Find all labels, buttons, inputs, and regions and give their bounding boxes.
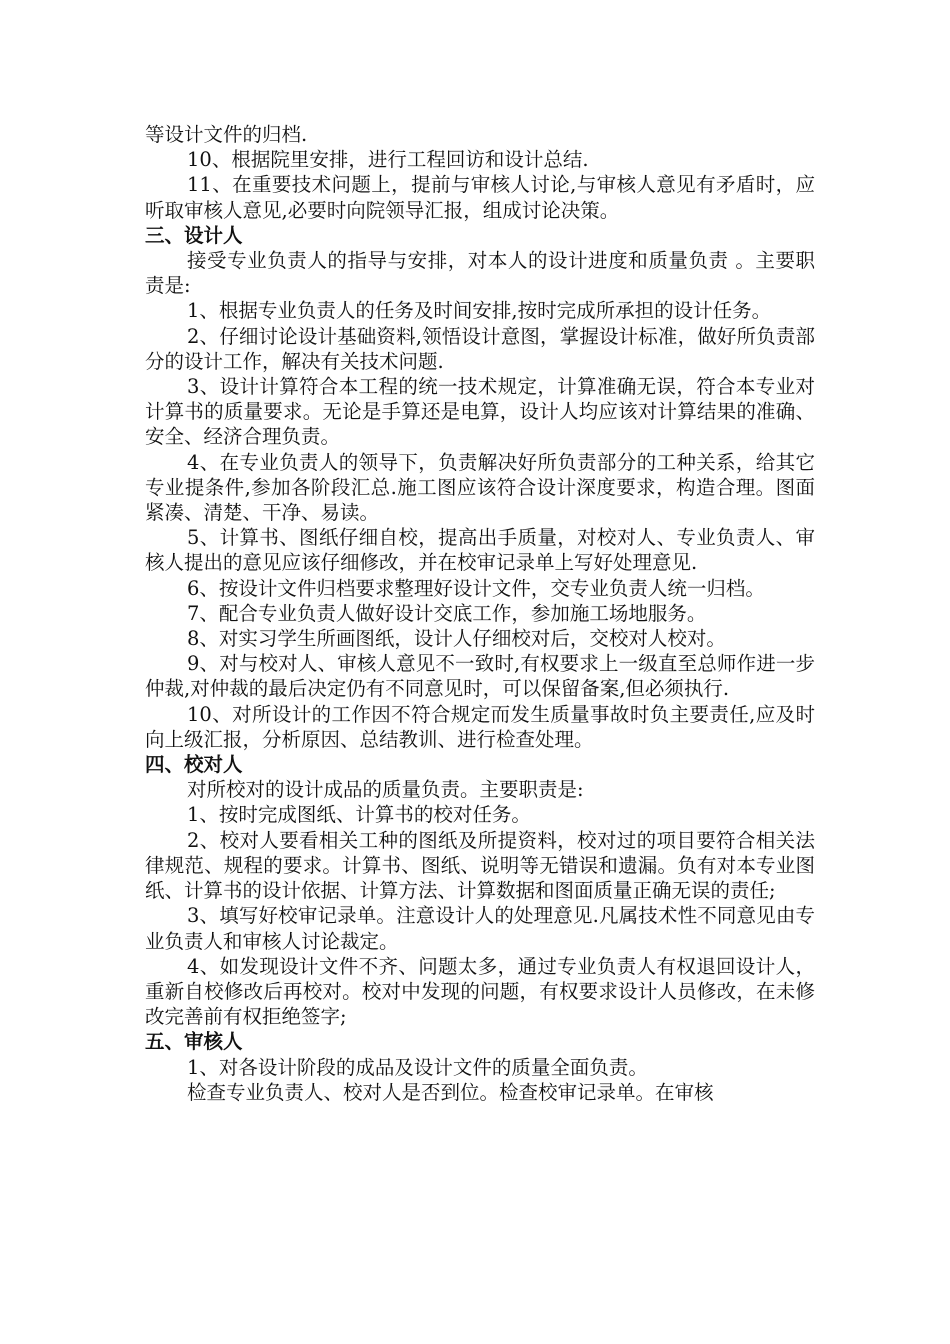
paragraph: 1、对各设计阶段的成品及设计文件的质量全面负责。: [187, 1055, 648, 1079]
paragraph: 8、对实习学生所画图纸，设计人仔细校对后，交校对人校对。: [187, 627, 726, 651]
paragraph: 2、校对人要看相关工种的图纸及所提资料，校对过的项目要符合相关法律规范、规程的要求。计算书、图纸、说明等无错误和遗漏。负有对本专业图纸、计算书的设计依据、计算方法、计算数据和图面质量正确无误的责任;: [145, 828, 815, 903]
paragraph: 2、仔细讨论设计基础资料,领悟设计意图，掌握设计标准，做好所负责部分的设计工作，解决有关技术问题.: [145, 324, 815, 373]
paragraph: 5、计算书、图纸仔细自校，提高出手质量，对校对人、专业负责人、审核人提出的意见应该仔细修改，并在校审记录单上写好处理意见.: [145, 526, 815, 575]
section-heading: 四、校对人: [145, 753, 243, 777]
paragraph: 10、根据院里安排，进行工程回访和设计总结.: [187, 148, 589, 172]
section-heading: 五、审核人: [145, 1030, 243, 1054]
paragraph: 接受专业负责人的指导与安排，对本人的设计进度和质量负责 。主要职责是:: [145, 249, 815, 298]
paragraph: 3、填写好校审记录单。注意设计人的处理意见.凡属技术性不同意见由专业负责人和审核人讨论裁定。: [145, 904, 815, 953]
paragraph: 9、对与校对人、审核人意见不一致时,有权要求上一级直至总师作进一步仲裁,对仲裁的最后决定仍有不同意见时，可以保留备案,但必须执行.: [145, 652, 815, 701]
paragraph: 对所校对的设计成品的质量负责。主要职责是:: [187, 778, 584, 802]
paragraph: 11、在重要技术问题上，提前与审核人讨论,与审核人意见有矛盾时，应听取审核人意见,必要时向院领导汇报，组成讨论决策。: [145, 173, 815, 222]
section-heading: 三、设计人: [145, 223, 243, 247]
paragraph: 10、对所设计的工作因不符合规定而发生质量事故时负主要责任,应及时向上级汇报，分析原因、总结教训、进行检查处理。: [145, 702, 815, 751]
paragraph: 等设计文件的归档.: [145, 123, 308, 146]
paragraph: 3、设计计算符合本工程的统一技术规定，计算准确无误，符合本专业对计算书的质量要求。无论是手算还是电算，设计人均应该对计算结果的准确、安全、经济合理负责。: [145, 375, 815, 449]
document-page: [145, 122, 815, 1105]
paragraph: 6、按设计文件归档要求整理好设计文件，交专业负责人统一归档。: [187, 576, 765, 600]
paragraph: 检查专业负责人、校对人是否到位。检查校审记录单。在审核: [187, 1080, 714, 1104]
paragraph: 4、如发现设计文件不齐、问题太多，通过专业负责人有权退回设计人，重新自校修改后再校对。校对中发现的问题，有权要求设计人员修改，在未修改完善前有权拒绝签字;: [145, 954, 815, 1029]
paragraph: 1、按时完成图纸、计算书的校对任务。: [187, 803, 531, 827]
paragraph: 7、配合专业负责人做好设计交底工作，参加施工场地服务。: [187, 601, 707, 625]
paragraph: 4、在专业负责人的领导下，负责解决好所负责部分的工种关系，给其它专业提条件,参加各阶段汇总.施工图应该符合设计深度要求，构造合理。图面紧凑、清楚、干净、易读。: [145, 450, 815, 525]
paragraph: 1、根据专业负责人的任务及时间安排,按时完成所承担的设计任务。: [187, 299, 772, 323]
